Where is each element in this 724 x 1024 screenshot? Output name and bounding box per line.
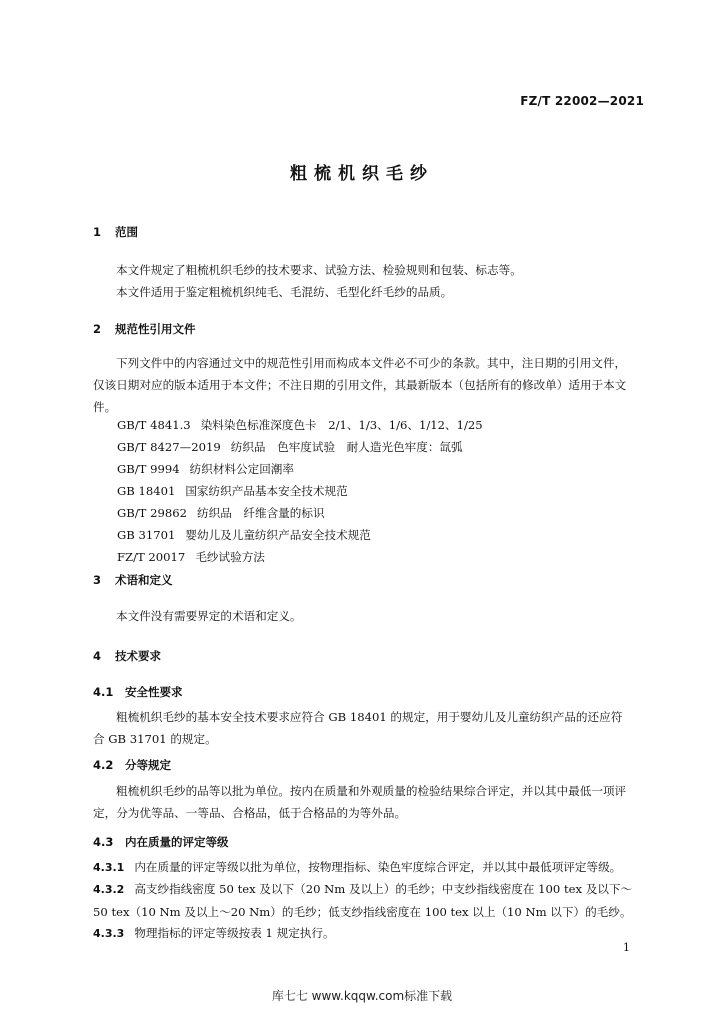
grading-paragraph: 粗梳机织毛纱的品等以批为单位。按内在质量和外观质量的检验结果综合评定，并以其中最低一项评定，分为优等品、一等品、合格品，低于合格品的为等外品。 — [93, 784, 627, 820]
reference-title: 国家纺织产品基本安全技术规范 — [185, 484, 348, 498]
reference-code: GB 18401 — [117, 484, 176, 498]
reference-item — [117, 502, 325, 524]
clause-number: 4.3.2 — [93, 883, 125, 896]
document-title: 粗梳机织毛纱 — [290, 164, 434, 184]
terms-paragraph: 本文件没有需要界定的术语和定义。 — [116, 609, 302, 623]
reference-title: 染料染色标准深度色卡 2/1、1/3、1/6、1/12、1/25 — [200, 418, 483, 432]
section-title: 技术要求 — [115, 649, 161, 663]
clause-4-3-2 — [93, 878, 633, 923]
reference-title: 婴幼儿及儿童纺织产品安全技术规范 — [185, 528, 371, 542]
section-3-heading — [93, 572, 173, 588]
reference-code: GB/T 8427—2019 — [117, 440, 221, 454]
reference-title: 纺织品 色牢度试验 耐人造光色牢度：氙弧 — [230, 440, 463, 454]
clause-4-3-1 — [93, 856, 633, 879]
reference-code: GB/T 9994 — [117, 462, 180, 476]
section-number: 4 — [93, 649, 102, 663]
safety-paragraph: 粗梳机织毛纱的基本安全技术要求应符合 GB 18401 的规定，用于婴幼儿及儿童纺织产品的还应符合 GB 31701 的规定。 — [93, 710, 623, 746]
standard-code: FZ/T 22002—2021 — [520, 94, 644, 108]
reference-item — [117, 546, 265, 568]
reference-item — [117, 414, 483, 436]
section-title: 术语和定义 — [115, 573, 173, 587]
section-1-heading — [93, 224, 138, 240]
clause-text: 高支纱指线密度 50 tex 及以下（20 Nm 及以上）的毛纱；中支纱指线密度在 100 tex 及以下～50 tex（10 Nm 及以上～20 Nm）的毛纱；低支纱指线密度在 100 tex 以上（10 Nm 以下）的毛纱。 — [93, 882, 633, 919]
scope-paragraph-2: 本文件适用于鉴定粗梳机织纯毛、毛混纺、毛型化纤毛纱的品质。 — [116, 285, 453, 299]
section-title: 安全性要求 — [125, 685, 183, 699]
reference-item — [117, 480, 348, 502]
reference-item — [117, 458, 294, 480]
section-number: 4.3 — [93, 835, 114, 849]
section-title: 内在质量的评定等级 — [125, 835, 229, 849]
section-title: 分等规定 — [125, 758, 171, 772]
clause-4-3-3 — [93, 922, 633, 945]
page-number: 1 — [623, 941, 630, 954]
section-number: 3 — [93, 573, 102, 587]
reference-code: FZ/T 20017 — [117, 550, 186, 564]
section-2-heading — [93, 321, 196, 337]
clause-number: 4.3.3 — [93, 927, 125, 940]
clause-text: 物理指标的评定等级按表 1 规定执行。 — [134, 926, 335, 940]
reference-item — [117, 436, 463, 458]
section-4-2-heading — [93, 757, 171, 773]
reference-code: GB/T 29862 — [117, 506, 187, 520]
section-4-heading — [93, 648, 161, 664]
reference-title: 纺织材料公定回潮率 — [189, 462, 294, 476]
download-footer: 库七七 www.kqqw.com标准下载 — [271, 989, 453, 1003]
section-number: 4.1 — [93, 685, 114, 699]
reference-item — [117, 524, 371, 546]
section-title: 规范性引用文件 — [115, 322, 196, 336]
section-number: 4.2 — [93, 758, 114, 772]
references-intro: 下列文件中的内容通过文中的规范性引用而构成本文件必不可少的条款。其中，注日期的引用文件，仅该日期对应的版本适用于本文件；不注日期的引用文件，其最新版本（包括所有的修改单）适用于本文件。 — [93, 356, 627, 414]
reference-code: GB 31701 — [117, 528, 176, 542]
section-number: 2 — [93, 322, 102, 336]
reference-title: 毛纱试验方法 — [195, 550, 265, 564]
scope-paragraph-1: 本文件规定了粗梳机织毛纱的技术要求、试验方法、检验规则和包装、标志等。 — [116, 263, 522, 277]
section-4-1-heading — [93, 684, 183, 700]
reference-title: 纺织品 纤维含量的标识 — [197, 506, 325, 520]
section-number: 1 — [93, 225, 102, 239]
reference-code: GB/T 4841.3 — [117, 418, 191, 432]
section-4-3-heading — [93, 834, 229, 850]
clause-text: 内在质量的评定等级以批为单位，按物理指标、染色牢度综合评定，并以其中最低项评定等级。 — [134, 860, 622, 874]
clause-number: 4.3.1 — [93, 861, 125, 874]
section-title: 范围 — [115, 225, 138, 239]
